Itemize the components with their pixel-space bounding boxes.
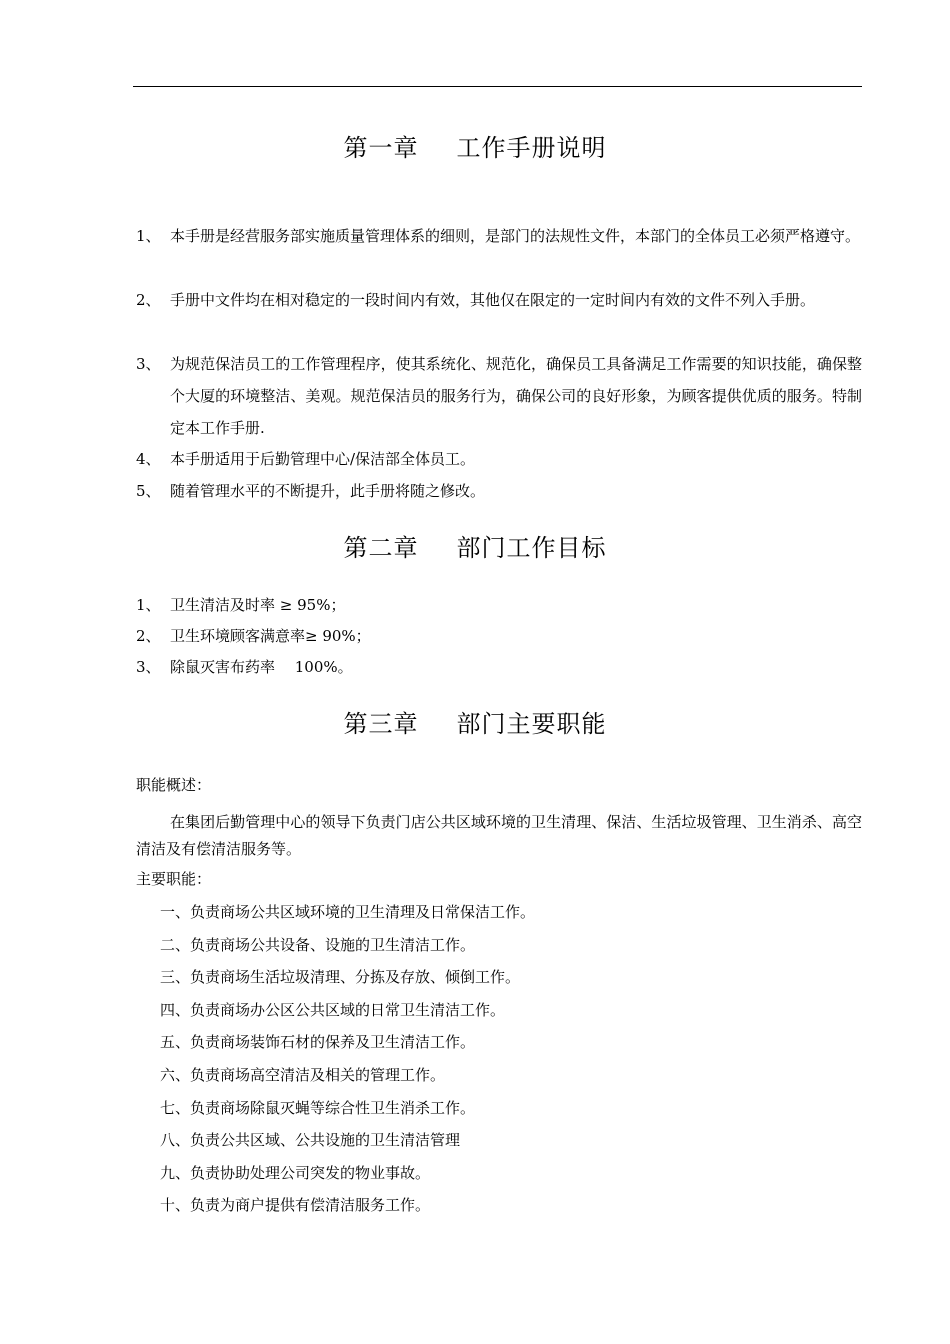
chapter-1-number: 第一章 [343,134,419,162]
manual-item-4 [136,443,862,475]
overview-text: 在集团后勤管理中心的领导下负责门店公共区域环境的卫生清理、保洁、生活垃圾管理、卫生消杀、高空清洁及有偿清洁服务等。 [136,813,862,858]
item-text: 除鼠灭害布药率 100%。 [170,658,353,676]
chapter-2-heading [0,528,950,563]
manual-item-2 [136,284,862,316]
item-text: 为规范保洁员工的工作管理程序，使其系统化、规范化，确保员工具备满足工作需要的知识技能，确保整个大厦的环境整洁、美观。规范保洁员的服务行为，确保公司的良好形象，为顾客提供优质的服务。特制定本工作手册. [170,355,862,437]
goal-item-2 [136,620,862,652]
chapter-1-heading [0,128,950,163]
duty-item-10: 十、负责为商户提供有偿清洁服务工作。 [160,1196,431,1214]
item-text: 随着管理水平的不断提升，此手册将随之修改。 [170,482,486,500]
manual-item-1 [136,220,862,252]
item-text: 本手册是经营服务部实施质量管理体系的细则，是部门的法规性文件，本部门的全体员工必须严格遵守。 [170,227,861,245]
item-text: 本手册适用于后勤管理中心/保洁部全体员工。 [170,450,476,468]
item-index: 2、 [136,627,161,645]
overview-label: 职能概述： [136,776,212,794]
header-rule [133,86,862,87]
chapter-1-title: 工作手册说明 [456,134,607,162]
duties-label: 主要职能： [136,870,212,888]
duty-item-6: 六、负责商场高空清洁及相关的管理工作。 [160,1066,446,1084]
goal-item-1 [136,589,862,621]
duty-item-4: 四、负责商场办公区公共区域的日常卫生清洁工作。 [160,1001,506,1019]
item-text: 卫生环境顾客满意率≥ 90%； [170,627,371,645]
duty-item-3: 三、负责商场生活垃圾清理、分拣及存放、倾倒工作。 [160,968,521,986]
item-text: 手册中文件均在相对稳定的一段时间内有效，其他仅在限定的一定时间内有效的文件不列入手册。 [170,291,816,309]
chapter-2-title: 部门工作目标 [456,534,607,562]
chapter-3-title: 部门主要职能 [456,710,607,738]
item-index: 1、 [136,227,161,245]
duty-item-2: 二、负责商场公共设备、设施的卫生清洁工作。 [160,936,476,954]
item-index: 3、 [136,355,161,373]
duty-item-7: 七、负责商场除鼠灭蝇等综合性卫生消杀工作。 [160,1099,476,1117]
manual-item-3 [136,348,862,444]
chapter-3-number: 第三章 [343,710,419,738]
item-index: 4、 [136,450,161,468]
duty-item-5: 五、负责商场装饰石材的保养及卫生清洁工作。 [160,1033,476,1051]
goal-item-3 [136,651,862,683]
manual-item-5 [136,475,862,507]
item-text: 卫生清洁及时率 ≥ 95%； [170,596,346,614]
item-index: 5、 [136,482,161,500]
chapter-2-number: 第二章 [343,534,419,562]
item-index: 2、 [136,291,161,309]
duty-item-9: 九、负责协助处理公司突发的物业事故。 [160,1164,431,1182]
item-index: 3、 [136,658,161,676]
item-index: 1、 [136,596,161,614]
duty-item-8: 八、负责公共区域、公共设施的卫生清洁管理 [160,1131,461,1149]
chapter-3-heading [0,704,950,739]
duty-item-1: 一、负责商场公共区域环境的卫生清理及日常保洁工作。 [160,903,536,921]
